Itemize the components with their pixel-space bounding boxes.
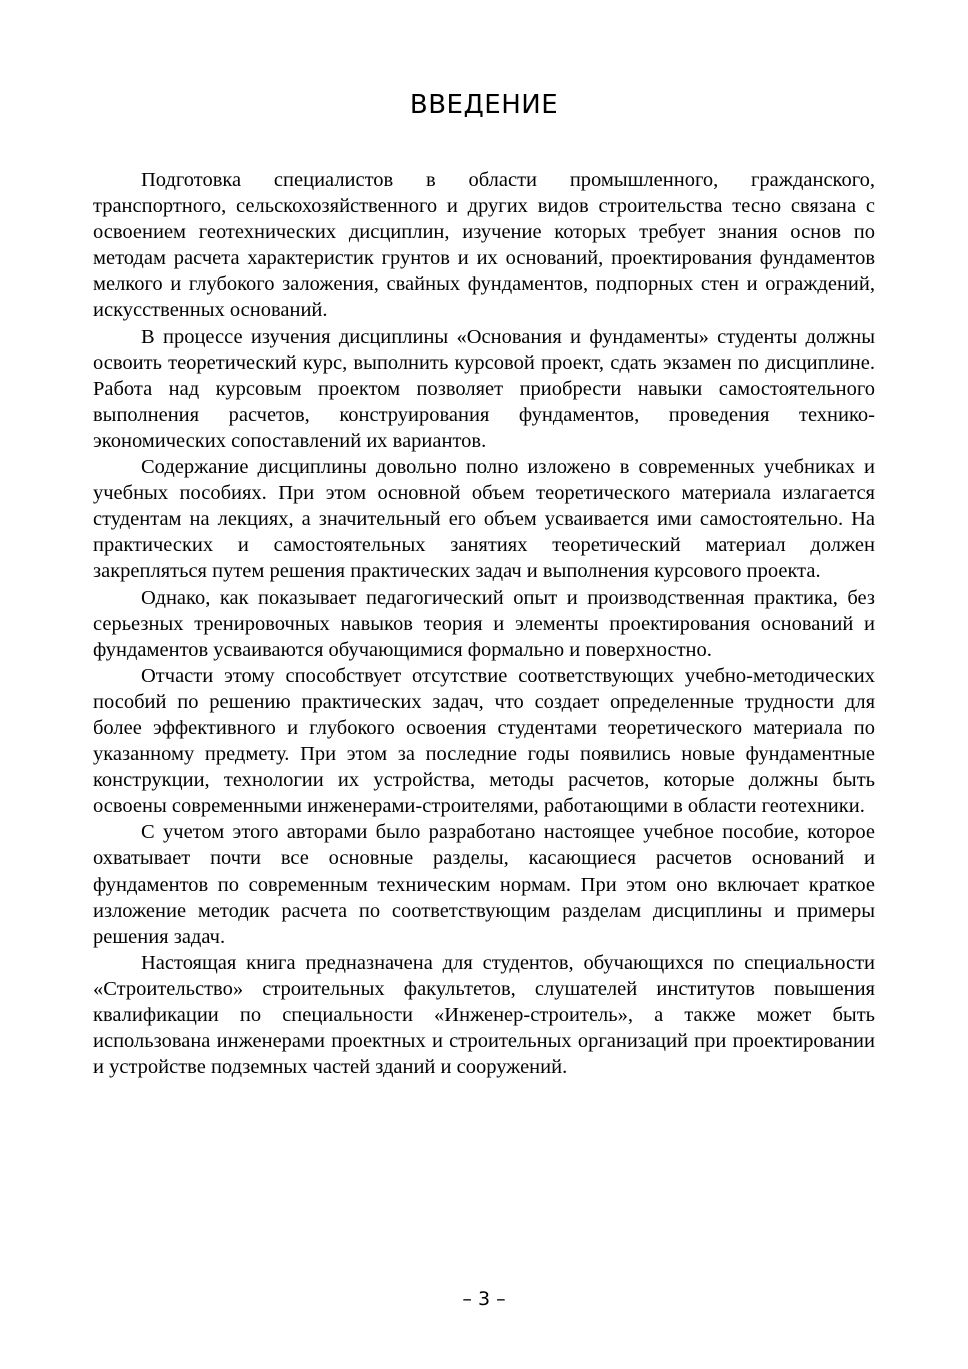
paragraph-4: Однако, как показывает педагогический опыт и производственная практика, без серьезных тренировочных навыков теория и элементы проектирования оснований и фундаментов усваиваются обучающимися формально и поверхностно. [93,586,875,661]
paragraph-3: Содержание дисциплины довольно полно изложено в современных учебниках и учебных пособиях. При этом основной объем теоретического материала излагается студентам на лекциях, а значительный его объем усваивается ими самостоятельно. На практических и самостоятельных занятиях теоретический материал должен закрепляться путем решения практических задач и выполнения курсового проекта. [93,456,875,583]
body-text [93,167,875,1080]
paragraph-1: Подготовка специалистов в области промышленного, гражданского, транспортного, сельскохозяйственного и других видов строительства тесно связана с освоением геотехнических дисциплин, изучение которых требует знания основ по методам расчета характеристик грунтов и их оснований, проектирования фундаментов мелкого и глубокого заложения, свайных фундаментов, подпорных стен и ограждений, искусственных оснований. [93,169,875,322]
paragraph-2: В процессе изучения дисциплины «Основания и фундаменты» студенты должны освоить теоретический курс, выполнить курсовой проект, сдать экзамен по дисциплине. Работа над курсовым проектом позволяет приобрести навыки самостоятельного выполнения расчетов, конструирования фундаментов, проведения технико-экономических сопоставлений их вариантов. [93,325,875,452]
page-number: – 3 – [462,1288,506,1310]
paragraph-7: Настоящая книга предназначена для студентов, обучающихся по специальности «Строительство» строительных факультетов, слушателей институтов повышения квалификации по специальности «Инженер-строитель», а также может быть использована инженерами проектных и строительных организаций при проектировании и устройстве подземных частей зданий и сооружений. [93,951,875,1079]
paragraph-5: Отчасти этому способствует отсутствие соответствующих учебно-методических пособий по решению практических задач, что создает определенные трудности для более эффективного и глубокого освоения студентами теоретического материала по указанному предмету. При этом за последние годы появились новые фундаментные конструкции, технологии их устройства, методы расчетов, которые должны быть освоены современными инженерами-строителями, работающими в области геотехники. [93,664,875,818]
paragraph-6: С учетом этого авторами было разработано настоящее учебное пособие, которое охватывает почти все основные разделы, касающиеся расчетов оснований и фундаментов по современным техническим нормам. При этом оно включает краткое изложение методик расчета по соответствующим разделам дисциплины и примеры решения задач. [93,821,875,948]
page-title: ВВЕДЕНИЕ [409,90,559,120]
